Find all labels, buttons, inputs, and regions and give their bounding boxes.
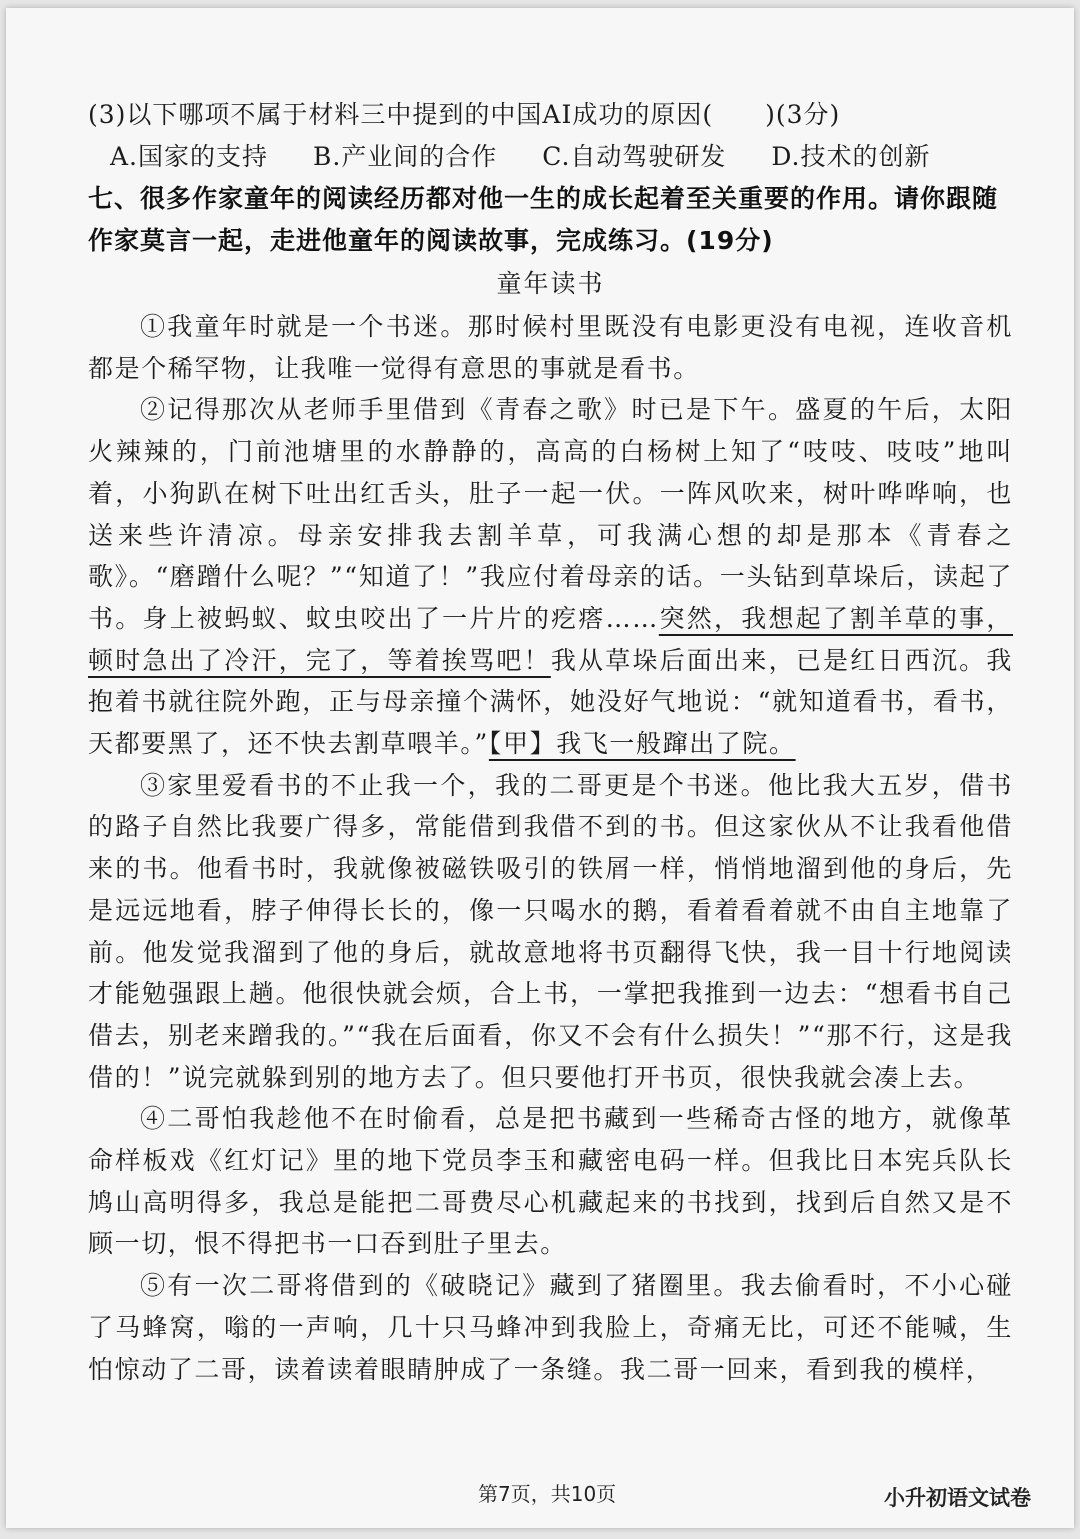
paragraph-4: ④二哥怕我趁他不在时偷看，总是把书藏到一些稀奇古怪的地方，就像革命样板戏《红灯记》里的地下党员李玉和藏密电码一样。但我比日本宪兵队长鸠山高明得多，我总是能把二哥费尽心机藏起来的书找到，找到后自然又是不顾一切，恨不得把书一口吞到肚子里去。 bbox=[88, 1104, 1013, 1259]
paragraph-2 bbox=[88, 389, 1013, 764]
option-c: C.自动驾驶研发 bbox=[542, 142, 727, 171]
page-content bbox=[88, 94, 1013, 1390]
paragraph-1: ①我童年时就是一个书迷。那时候村里既没有电影更没有电视，连收音机都是个稀罕物，让我唯一觉得有意思的事就是看书。 bbox=[88, 312, 1013, 383]
paragraph-5: ⑤有一次二哥将借到的《破晓记》藏到了猪圈里。我去偷看时，不小心碰了马蜂窝，嗡的一声响，几十只马蜂冲到我脸上，奇痛无比，可还不能喊，生怕惊动了二哥，读着读着眼睛肿成了一条缝。我二哥一回来，看到我的模样， bbox=[88, 1271, 1013, 1384]
exam-page bbox=[6, 8, 1074, 1528]
paragraph-2-text-b: 我从草垛后面出来，已是红日西沉。我抱着书就往院外跑，正与母亲撞个满怀，她没好气地说：“就知道看书，看书，天都要黑了，还不快去割草喂羊。” bbox=[88, 645, 1013, 759]
option-b: B.产业间的合作 bbox=[312, 142, 498, 171]
paragraph-3: ③家里爱看书的不止我一个，我的二哥更是个书迷。他比我大五岁，借书的路子自然比我要广得多，常能借到我借不到的书。但这家伙从不让我看他借来的书。他看书时，我就像被磁铁吸引的铁屑一样，悄悄地溜到他的身后，先是远远地看，脖子伸得长长的，像一只喝水的鹅，看着看着就不由自主地靠了前。他发觉我溜到了他的身后，就故意地将书页翻得飞快，我一目十行地阅读才能勉强跟上趟。他很快就会烦，合上书，一掌把我推到一边去：“想看书自己借去，别老来蹭我的。”“我在后面看，你又不会有什么损失！”“那不行，这是我借的！”说完就躲到别的地方去了。但只要他打开书页，很快我就会凑上去。 bbox=[88, 770, 1013, 1092]
paragraph-2-text-a: ②记得那次从老师手里借到《青春之歌》时已是下午。盛夏的午后，太阳火辣辣的，门前池塘里的水静静的，高高的白杨树上知了“吱吱、吱吱”地叫着，小狗趴在树下吐出红舌头，肚子一起一伏。一阵风吹来，树叶哗哗响，也送来些许清凉。母亲安排我去割羊草，可我满心想的却是那本《青春之歌》。“磨蹭什么呢？”“知道了！”我应付着母亲的话。一头钻到草垛后，读起了书。身上被蚂蚁、蚊虫咬出了一片片的疙瘩…… bbox=[88, 395, 1013, 633]
exam-title: 小升初语文试卷 bbox=[884, 1486, 1031, 1510]
question-3-options bbox=[88, 136, 1013, 178]
underlined-sentence-1: 突然，我想起了割羊草的事，顿时急出了冷汗，完了，等着挨骂吧！ bbox=[88, 603, 1013, 675]
passage-title: 童年读书 bbox=[496, 269, 605, 298]
section-7-heading: 七、很多作家童年的阅读经历都对他一生的成长起着至关重要的作用。请你跟随作家莫言一起，走进他童年的阅读故事，完成练习。(19分) bbox=[88, 184, 999, 255]
option-a: A.国家的支持 bbox=[110, 142, 269, 171]
option-d: D.技术的创新 bbox=[771, 142, 931, 171]
page-number: 第7页，共10页 bbox=[478, 1482, 617, 1506]
question-3-stem: (3)以下哪项不属于材料三中提到的中国AI成功的原因( )(3分) bbox=[88, 100, 841, 129]
underlined-sentence-jia: 【甲】我飞一般蹿出了院。 bbox=[488, 729, 796, 759]
